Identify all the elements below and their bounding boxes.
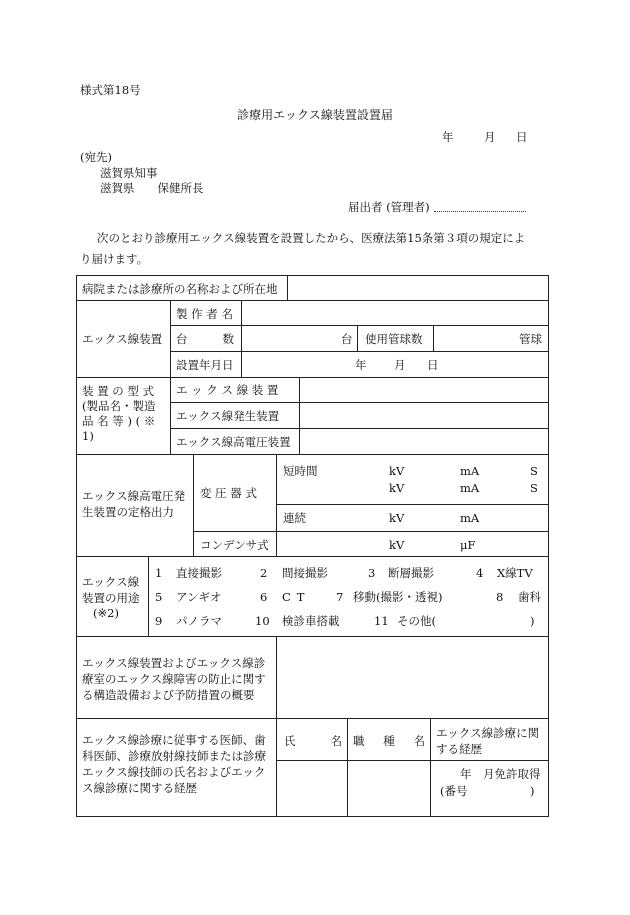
model-label-1: 装 置 の 型 式 xyxy=(82,384,155,398)
staff-job-field[interactable] xyxy=(350,763,428,814)
model-device-field[interactable] xyxy=(302,380,546,400)
usage-option-angio[interactable]: アンギオ xyxy=(176,590,222,604)
license-acquired-label: 年 月免許取得 xyxy=(460,767,541,781)
tubes-used-label: 使用管球数 xyxy=(365,332,423,346)
usage-other-close-paren: ) xyxy=(530,614,535,628)
continuous-ma-unit: mA xyxy=(460,511,480,525)
facility-name-address-label: 病院または診療所の名称および所在地 xyxy=(82,282,278,296)
addressee-label: (宛先) xyxy=(80,150,112,164)
usage-number-2: 2 xyxy=(260,566,268,580)
staff-name-field[interactable] xyxy=(279,763,345,814)
model-device-label: エ ッ ク ス 線 装 置 xyxy=(176,383,279,397)
staff-career-header-2: する経歴 xyxy=(436,742,482,756)
manufacturer-field[interactable] xyxy=(244,303,546,323)
short-time-ma-unit-1: mA xyxy=(460,464,480,478)
capacitor-kv-unit: kV xyxy=(389,538,405,552)
protection-label-2: 療室のエックス線障害の防止に関す xyxy=(82,672,266,686)
usage-option-panorama[interactable]: パノラマ xyxy=(176,614,222,628)
model-hv-field[interactable] xyxy=(302,431,546,451)
usage-number-5: 5 xyxy=(155,590,163,604)
device-count-unit: 台 xyxy=(341,332,353,346)
short-time-label: 短時間 xyxy=(283,464,318,478)
short-time-ma-unit-2: mA xyxy=(460,481,480,495)
usage-number-4: 4 xyxy=(476,566,484,580)
model-label-4: 1) xyxy=(82,429,94,443)
staff-label-1: エックス線診療に従事する医師、歯 xyxy=(82,733,266,747)
usage-option-other[interactable]: その他( xyxy=(397,614,436,628)
addressee-governor: 滋賀県知事 xyxy=(100,166,158,180)
rating-label-1: エックス線高電圧発 xyxy=(82,489,186,503)
model-generator-label: エックス線発生装置 xyxy=(176,409,280,423)
usage-option-mobile[interactable]: 移動(撮影・透視) xyxy=(353,590,443,604)
date-day-label: 日 xyxy=(516,130,528,144)
manufacturer-label: 製 作 者 名 xyxy=(176,307,233,321)
protection-label-1: エックス線装置およびエックス線診 xyxy=(82,656,266,670)
usage-option-tomography[interactable]: 断層撮影 xyxy=(388,566,434,580)
usage-number-1: 1 xyxy=(155,566,163,580)
rating-label-2: 生装置の定格出力 xyxy=(82,505,174,519)
short-time-kv-unit-2: kV xyxy=(389,481,405,495)
capacitor-uf-unit: μF xyxy=(460,538,476,552)
usage-option-indirect[interactable]: 間接撮影 xyxy=(282,566,328,580)
device-count-label: 台 数 xyxy=(176,332,234,346)
staff-label-4: ス線診療に関する経歴 xyxy=(82,781,197,795)
usage-number-8: 8 xyxy=(496,590,504,604)
usage-number-9: 9 xyxy=(155,614,163,628)
usage-label-3: (※2) xyxy=(93,606,119,620)
model-hv-label: エックス線高電圧装置 xyxy=(176,435,291,449)
usage-option-direct[interactable]: 直接撮影 xyxy=(176,566,222,580)
install-month-label: 月 xyxy=(394,358,406,372)
facility-name-address-field[interactable] xyxy=(290,278,546,298)
body-text-line-2: り届けます。 xyxy=(80,252,149,266)
applicant-signature-line[interactable] xyxy=(434,199,526,212)
body-text-line-1: 次のとおり診療用エックス線装置を設置したから、医療法第15条第３項の規定によ xyxy=(97,231,526,245)
capacitor-type-label: コンデンサ式 xyxy=(200,538,269,552)
date-year-label: 年 xyxy=(442,130,454,144)
staff-career-header-1: エックス線診療に関 xyxy=(436,726,540,740)
protection-summary-field[interactable] xyxy=(279,639,546,716)
staff-job-header: 職 種 名 xyxy=(353,734,425,748)
license-number-open: (番号 xyxy=(440,784,468,798)
license-number-close: ) xyxy=(530,784,535,798)
addressee-health-center: 滋賀県 保健所長 xyxy=(100,181,204,195)
install-year-label: 年 xyxy=(355,358,367,372)
usage-number-10: 10 xyxy=(255,614,270,628)
install-date-label: 設置年月日 xyxy=(176,358,234,372)
transformer-type-label: 変 圧 器 式 xyxy=(200,486,257,500)
device-count-field[interactable] xyxy=(244,328,338,348)
continuous-label: 連続 xyxy=(283,511,306,525)
model-label-3: 品 名 等 ) ( ※ xyxy=(82,414,156,428)
protection-label-3: る構造設備および予防措置の概要 xyxy=(82,688,255,702)
xray-device-label: エックス線装置 xyxy=(82,332,163,346)
usage-label-2: 装置の用途 xyxy=(82,591,140,605)
page-title: 診療用エックス線装置設置届 xyxy=(237,108,393,122)
model-generator-field[interactable] xyxy=(302,405,546,425)
tubes-used-field[interactable] xyxy=(436,328,516,348)
usage-other-field[interactable] xyxy=(454,612,524,630)
form-number: 様式第18号 xyxy=(80,83,141,97)
usage-option-xray-tv[interactable]: X線TV xyxy=(497,566,533,580)
usage-number-7: 7 xyxy=(336,590,344,604)
continuous-kv-unit: kV xyxy=(389,511,405,525)
tubes-used-unit: 管球 xyxy=(519,332,542,346)
staff-label-2: 科医師、診療放射線技師または診療 xyxy=(82,749,266,763)
usage-number-11: 11 xyxy=(374,614,389,628)
usage-number-3: 3 xyxy=(368,566,376,580)
short-time-s-unit-1: S xyxy=(530,464,538,478)
model-label-2: (製品名・製造 xyxy=(82,399,156,413)
usage-number-6: 6 xyxy=(260,590,268,604)
license-number-field[interactable] xyxy=(476,782,526,798)
staff-name-header: 氏 名 xyxy=(284,734,342,748)
usage-option-ct[interactable]: CT xyxy=(282,590,311,604)
usage-label-1: エックス線 xyxy=(82,575,140,589)
staff-label-3: エックス線技師の氏名およびエック xyxy=(82,765,266,779)
usage-option-dental[interactable]: 歯科 xyxy=(518,590,541,604)
usage-option-screening-vehicle[interactable]: 検診車搭載 xyxy=(282,614,340,628)
install-day-label: 日 xyxy=(427,358,439,372)
date-month-label: 月 xyxy=(484,130,496,144)
applicant-label: 届出者 (管理者) xyxy=(348,200,430,214)
short-time-kv-unit-1: kV xyxy=(389,464,405,478)
short-time-s-unit-2: S xyxy=(530,481,538,495)
